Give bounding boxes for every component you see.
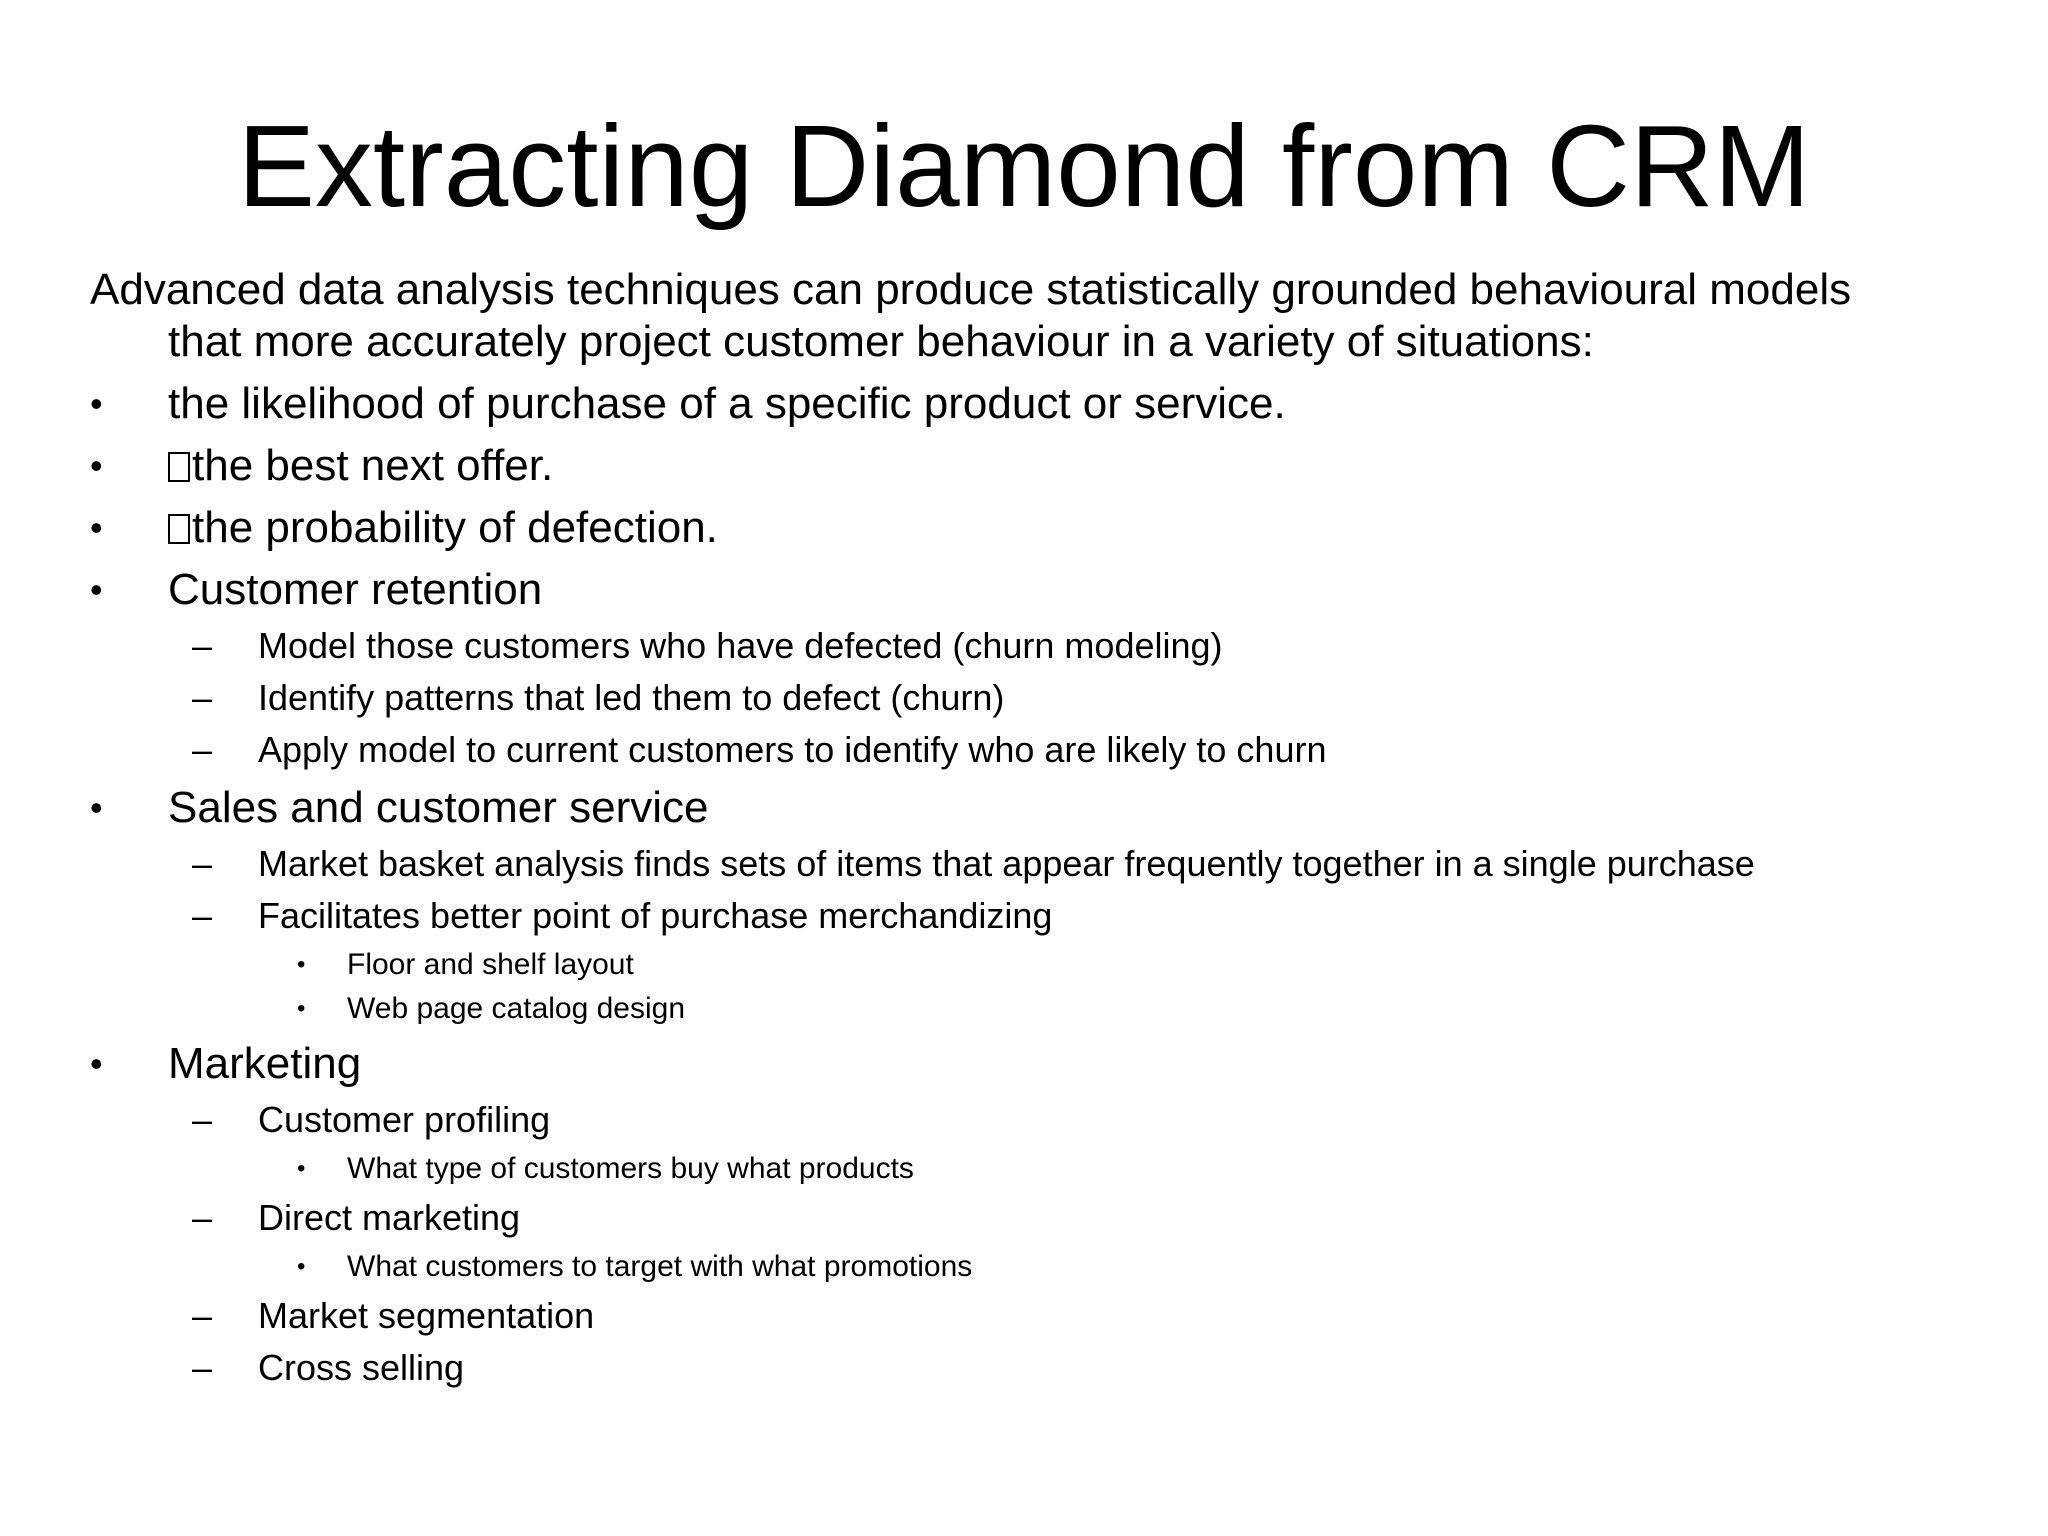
sub-sub-bullet-text: Floor and shelf layout xyxy=(347,948,634,981)
bullet-text: Marketing xyxy=(168,1039,362,1088)
bullet-marker: • xyxy=(90,445,103,486)
bullet-marker: • xyxy=(90,787,103,828)
small-bullet-marker: • xyxy=(297,1253,306,1280)
bullet-text: Sales and customer service xyxy=(168,783,709,832)
dash-marker: – xyxy=(192,625,213,666)
small-bullet-marker: • xyxy=(297,1155,306,1182)
slide-title: Extracting Diamond from CRM xyxy=(237,101,1811,231)
dash-marker: – xyxy=(192,1347,213,1388)
dash-marker: – xyxy=(192,729,213,770)
sub-sub-bullet-text: What customers to target with what promotions xyxy=(347,1250,973,1283)
dash-marker: – xyxy=(192,1295,213,1336)
bullet-marker: • xyxy=(90,383,103,424)
bullet-marker: • xyxy=(90,569,103,610)
sub-bullet-text: Model those customers who have defected (churn modeling) xyxy=(258,625,1223,666)
sub-bullet-text: Facilitates better point of purchase merchandizing xyxy=(258,895,1053,936)
dash-marker: – xyxy=(192,895,213,936)
dash-marker: – xyxy=(192,843,213,884)
sub-bullet-text: Market basket analysis finds sets of items that appear frequently together in a single purchase xyxy=(258,843,1755,884)
bullet-text: the likelihood of purchase of a specific product or service. xyxy=(168,379,1286,428)
dash-marker: – xyxy=(192,1197,213,1238)
bullet-marker: • xyxy=(90,1043,103,1084)
dash-marker: – xyxy=(192,677,213,718)
intro-line-2: that more accurately project customer behaviour in a variety of situations: xyxy=(168,317,1594,366)
sub-sub-bullet-text: Web page catalog design xyxy=(347,992,686,1025)
small-bullet-marker: • xyxy=(297,995,306,1022)
bullet-text: Customer retention xyxy=(168,565,543,614)
sub-bullet-text: Cross selling xyxy=(258,1347,465,1388)
missing-glyph-icon xyxy=(168,514,190,544)
sub-bullet-text: Identify patterns that led them to defect (churn) xyxy=(258,677,1005,718)
bullet-text: the probability of defection. xyxy=(192,503,718,552)
small-bullet-marker: • xyxy=(297,951,306,978)
sub-bullet-text: Direct marketing xyxy=(258,1197,521,1238)
sub-sub-bullet-text: What type of customers buy what products xyxy=(347,1152,914,1185)
intro-line-1: Advanced data analysis techniques can produce statistically grounded behavioural models xyxy=(90,265,1852,314)
sub-bullet-text: Market segmentation xyxy=(258,1295,595,1336)
missing-glyph-icon xyxy=(168,452,190,482)
sub-bullet-text: Apply model to current customers to identify who are likely to churn xyxy=(258,729,1327,770)
sub-bullet-text: Customer profiling xyxy=(258,1099,551,1140)
dash-marker: – xyxy=(192,1099,213,1140)
bullet-marker: • xyxy=(90,507,103,548)
bullet-text: the best next offer. xyxy=(192,441,554,490)
